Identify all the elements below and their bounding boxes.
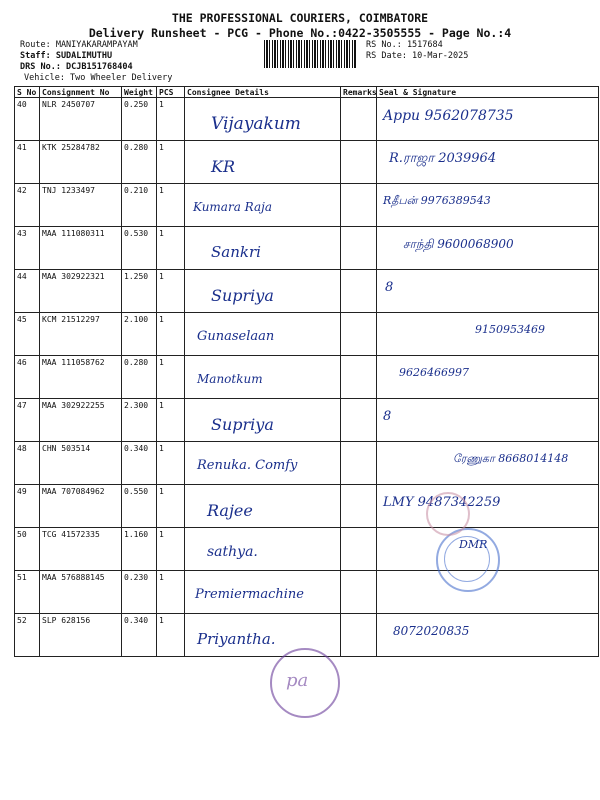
cell-pcs: 1 <box>157 184 185 227</box>
cell-remarks <box>341 571 377 614</box>
cell-pcs: 1 <box>157 356 185 399</box>
table-row <box>15 313 599 356</box>
cell-weight: 0.210 <box>122 184 157 227</box>
delivery-stamp: pa <box>270 648 340 718</box>
vehicle-label: Vehicle: Two Wheeler Delivery <box>24 73 173 83</box>
signature-handwriting: LMY 9487342259 <box>383 495 501 510</box>
consignee-handwriting: sathya. <box>207 544 258 560</box>
cell-signature <box>377 227 599 270</box>
cell-pcs: 1 <box>157 571 185 614</box>
cell-pcs: 1 <box>157 485 185 528</box>
cell-sno: 43 <box>15 227 40 270</box>
cell-consignee <box>185 141 341 184</box>
cell-sno: 52 <box>15 614 40 657</box>
cell-weight: 0.530 <box>122 227 157 270</box>
signature-handwriting: 8 <box>385 280 394 295</box>
cell-consignment-no: SLP 628156 <box>40 614 122 657</box>
cell-sno: 48 <box>15 442 40 485</box>
consignee-handwriting: Supriya <box>211 286 274 305</box>
cell-consignee <box>185 485 341 528</box>
cell-consignee <box>185 313 341 356</box>
cell-pcs: 1 <box>157 227 185 270</box>
cell-signature <box>377 485 599 528</box>
cell-consignment-no: NLR 2450707 <box>40 98 122 141</box>
cell-pcs: 1 <box>157 614 185 657</box>
consignee-handwriting: Priyantha. <box>197 630 276 648</box>
table-row <box>15 184 599 227</box>
cell-sno: 45 <box>15 313 40 356</box>
signature-handwriting: 9626466997 <box>399 366 469 379</box>
col-weight: Weight <box>122 87 157 98</box>
cell-consignment-no: MAA 302922321 <box>40 270 122 313</box>
cell-signature <box>377 442 599 485</box>
cell-remarks <box>341 270 377 313</box>
consignee-handwriting: Vijayakum <box>211 114 301 134</box>
table-row <box>15 528 599 571</box>
consignee-handwriting: Manotkum <box>197 372 263 386</box>
cell-remarks <box>341 485 377 528</box>
signature-handwriting: 8072020835 <box>393 624 470 638</box>
cell-weight: 0.280 <box>122 356 157 399</box>
cell-sno: 47 <box>15 399 40 442</box>
cell-consignee <box>185 356 341 399</box>
signature-handwriting: 8 <box>383 409 392 424</box>
table-header-row <box>15 87 599 98</box>
cell-consignee <box>185 528 341 571</box>
table-row <box>15 141 599 184</box>
consignee-handwriting: Premiermachine <box>195 587 305 602</box>
cell-sno: 42 <box>15 184 40 227</box>
cell-weight: 1.160 <box>122 528 157 571</box>
cell-signature <box>377 356 599 399</box>
cell-sno: 41 <box>15 141 40 184</box>
cell-signature <box>377 141 599 184</box>
cell-remarks <box>341 528 377 571</box>
cell-consignee <box>185 399 341 442</box>
cell-consignment-no: TCG 41572335 <box>40 528 122 571</box>
cell-consignment-no: KCM 21512297 <box>40 313 122 356</box>
cell-consignee <box>185 227 341 270</box>
cell-consignee <box>185 184 341 227</box>
cell-remarks <box>341 184 377 227</box>
consignee-handwriting: Supriya <box>211 415 274 434</box>
table-row <box>15 98 599 141</box>
cell-sno: 50 <box>15 528 40 571</box>
cell-pcs: 1 <box>157 313 185 356</box>
table-row <box>15 571 599 614</box>
cell-signature <box>377 313 599 356</box>
signature-handwriting: DMR <box>459 538 488 551</box>
cell-consignment-no: MAA 302922255 <box>40 399 122 442</box>
signature-handwriting: ரேணுகா 8668014148 <box>453 452 569 465</box>
faint-seal-stamp <box>426 492 470 536</box>
route-label: Route: MANIYAKARAMPAYAM <box>20 40 138 50</box>
table-row <box>15 227 599 270</box>
cell-weight: 0.250 <box>122 98 157 141</box>
cell-signature <box>377 614 599 657</box>
cell-remarks <box>341 98 377 141</box>
cell-sno: 46 <box>15 356 40 399</box>
cell-consignment-no: MAA 707084962 <box>40 485 122 528</box>
staff-label: Staff: SUDALIMUTHU <box>20 51 113 61</box>
cell-signature <box>377 98 599 141</box>
cell-pcs: 1 <box>157 528 185 571</box>
cell-remarks <box>341 141 377 184</box>
consignee-handwriting: Rajee <box>207 501 253 520</box>
table-row <box>15 485 599 528</box>
runsheet-subtitle: Delivery Runsheet - PCG - Phone No.:0422-3505555 - Page No.:4 <box>88 26 512 40</box>
cell-consignment-no: TNJ 1233497 <box>40 184 122 227</box>
cell-weight: 2.100 <box>122 313 157 356</box>
cell-consignee <box>185 270 341 313</box>
cell-remarks <box>341 227 377 270</box>
cell-consignment-no: MAA 111058762 <box>40 356 122 399</box>
company-title: THE PROFESSIONAL COURIERS, COIMBATORE <box>171 11 429 25</box>
cell-pcs: 1 <box>157 141 185 184</box>
cell-remarks <box>341 442 377 485</box>
cell-sno: 40 <box>15 98 40 141</box>
cell-consignee <box>185 571 341 614</box>
col-signature: Seal & Signature <box>377 87 599 98</box>
cell-pcs: 1 <box>157 399 185 442</box>
signature-handwriting: R.ராஜா 2039964 <box>389 151 497 166</box>
cell-consignee <box>185 442 341 485</box>
cell-sno: 44 <box>15 270 40 313</box>
cell-signature <box>377 184 599 227</box>
table-row <box>15 270 599 313</box>
cell-pcs: 1 <box>157 98 185 141</box>
cell-pcs: 1 <box>157 270 185 313</box>
consignee-handwriting: Sankri <box>211 243 261 261</box>
company-seal-stamp <box>436 528 500 592</box>
drs-label: DRS No.: DCJB151768404 <box>20 62 133 72</box>
consignee-handwriting: Gunaselaan <box>197 329 275 344</box>
cell-signature <box>377 270 599 313</box>
cell-weight: 2.300 <box>122 399 157 442</box>
cell-pcs: 1 <box>157 442 185 485</box>
cell-remarks <box>341 313 377 356</box>
rs-number: RS No.: 1517684 <box>366 40 443 50</box>
runsheet-table <box>14 86 599 657</box>
consignee-handwriting: Kumara Raja <box>193 200 273 214</box>
signature-handwriting: சாந்தி 9600068900 <box>403 237 514 251</box>
signature-handwriting: 9150953469 <box>475 323 545 336</box>
cell-sno: 51 <box>15 571 40 614</box>
table-row <box>15 399 599 442</box>
cell-remarks <box>341 356 377 399</box>
cell-weight: 0.340 <box>122 442 157 485</box>
cell-remarks <box>341 614 377 657</box>
consignee-handwriting: KR <box>211 157 235 176</box>
signature-handwriting: Rதீபன் 9976389543 <box>383 194 491 207</box>
table-row <box>15 356 599 399</box>
cell-weight: 0.230 <box>122 571 157 614</box>
cell-consignment-no: CHN 503514 <box>40 442 122 485</box>
col-remarks: Remarks <box>341 87 377 98</box>
cell-remarks <box>341 399 377 442</box>
col-consignee: Consignee Details <box>185 87 341 98</box>
col-consignment: Consignment No <box>40 87 122 98</box>
signature-handwriting: Appu 9562078735 <box>383 108 514 124</box>
cell-sno: 49 <box>15 485 40 528</box>
barcode <box>264 40 356 68</box>
cell-weight: 0.280 <box>122 141 157 184</box>
cell-weight: 0.340 <box>122 614 157 657</box>
cell-signature <box>377 399 599 442</box>
rs-date: RS Date: 10-Mar-2025 <box>366 51 469 61</box>
table-row <box>15 442 599 485</box>
cell-consignment-no: MAA 576888145 <box>40 571 122 614</box>
cell-consignment-no: MAA 111080311 <box>40 227 122 270</box>
cell-weight: 1.250 <box>122 270 157 313</box>
cell-consignment-no: KTK 25284782 <box>40 141 122 184</box>
col-sno: S No <box>15 87 40 98</box>
consignee-handwriting: Renuka. Comfy <box>197 458 298 473</box>
cell-weight: 0.550 <box>122 485 157 528</box>
col-pcs: PCS <box>157 87 185 98</box>
cell-consignee <box>185 98 341 141</box>
